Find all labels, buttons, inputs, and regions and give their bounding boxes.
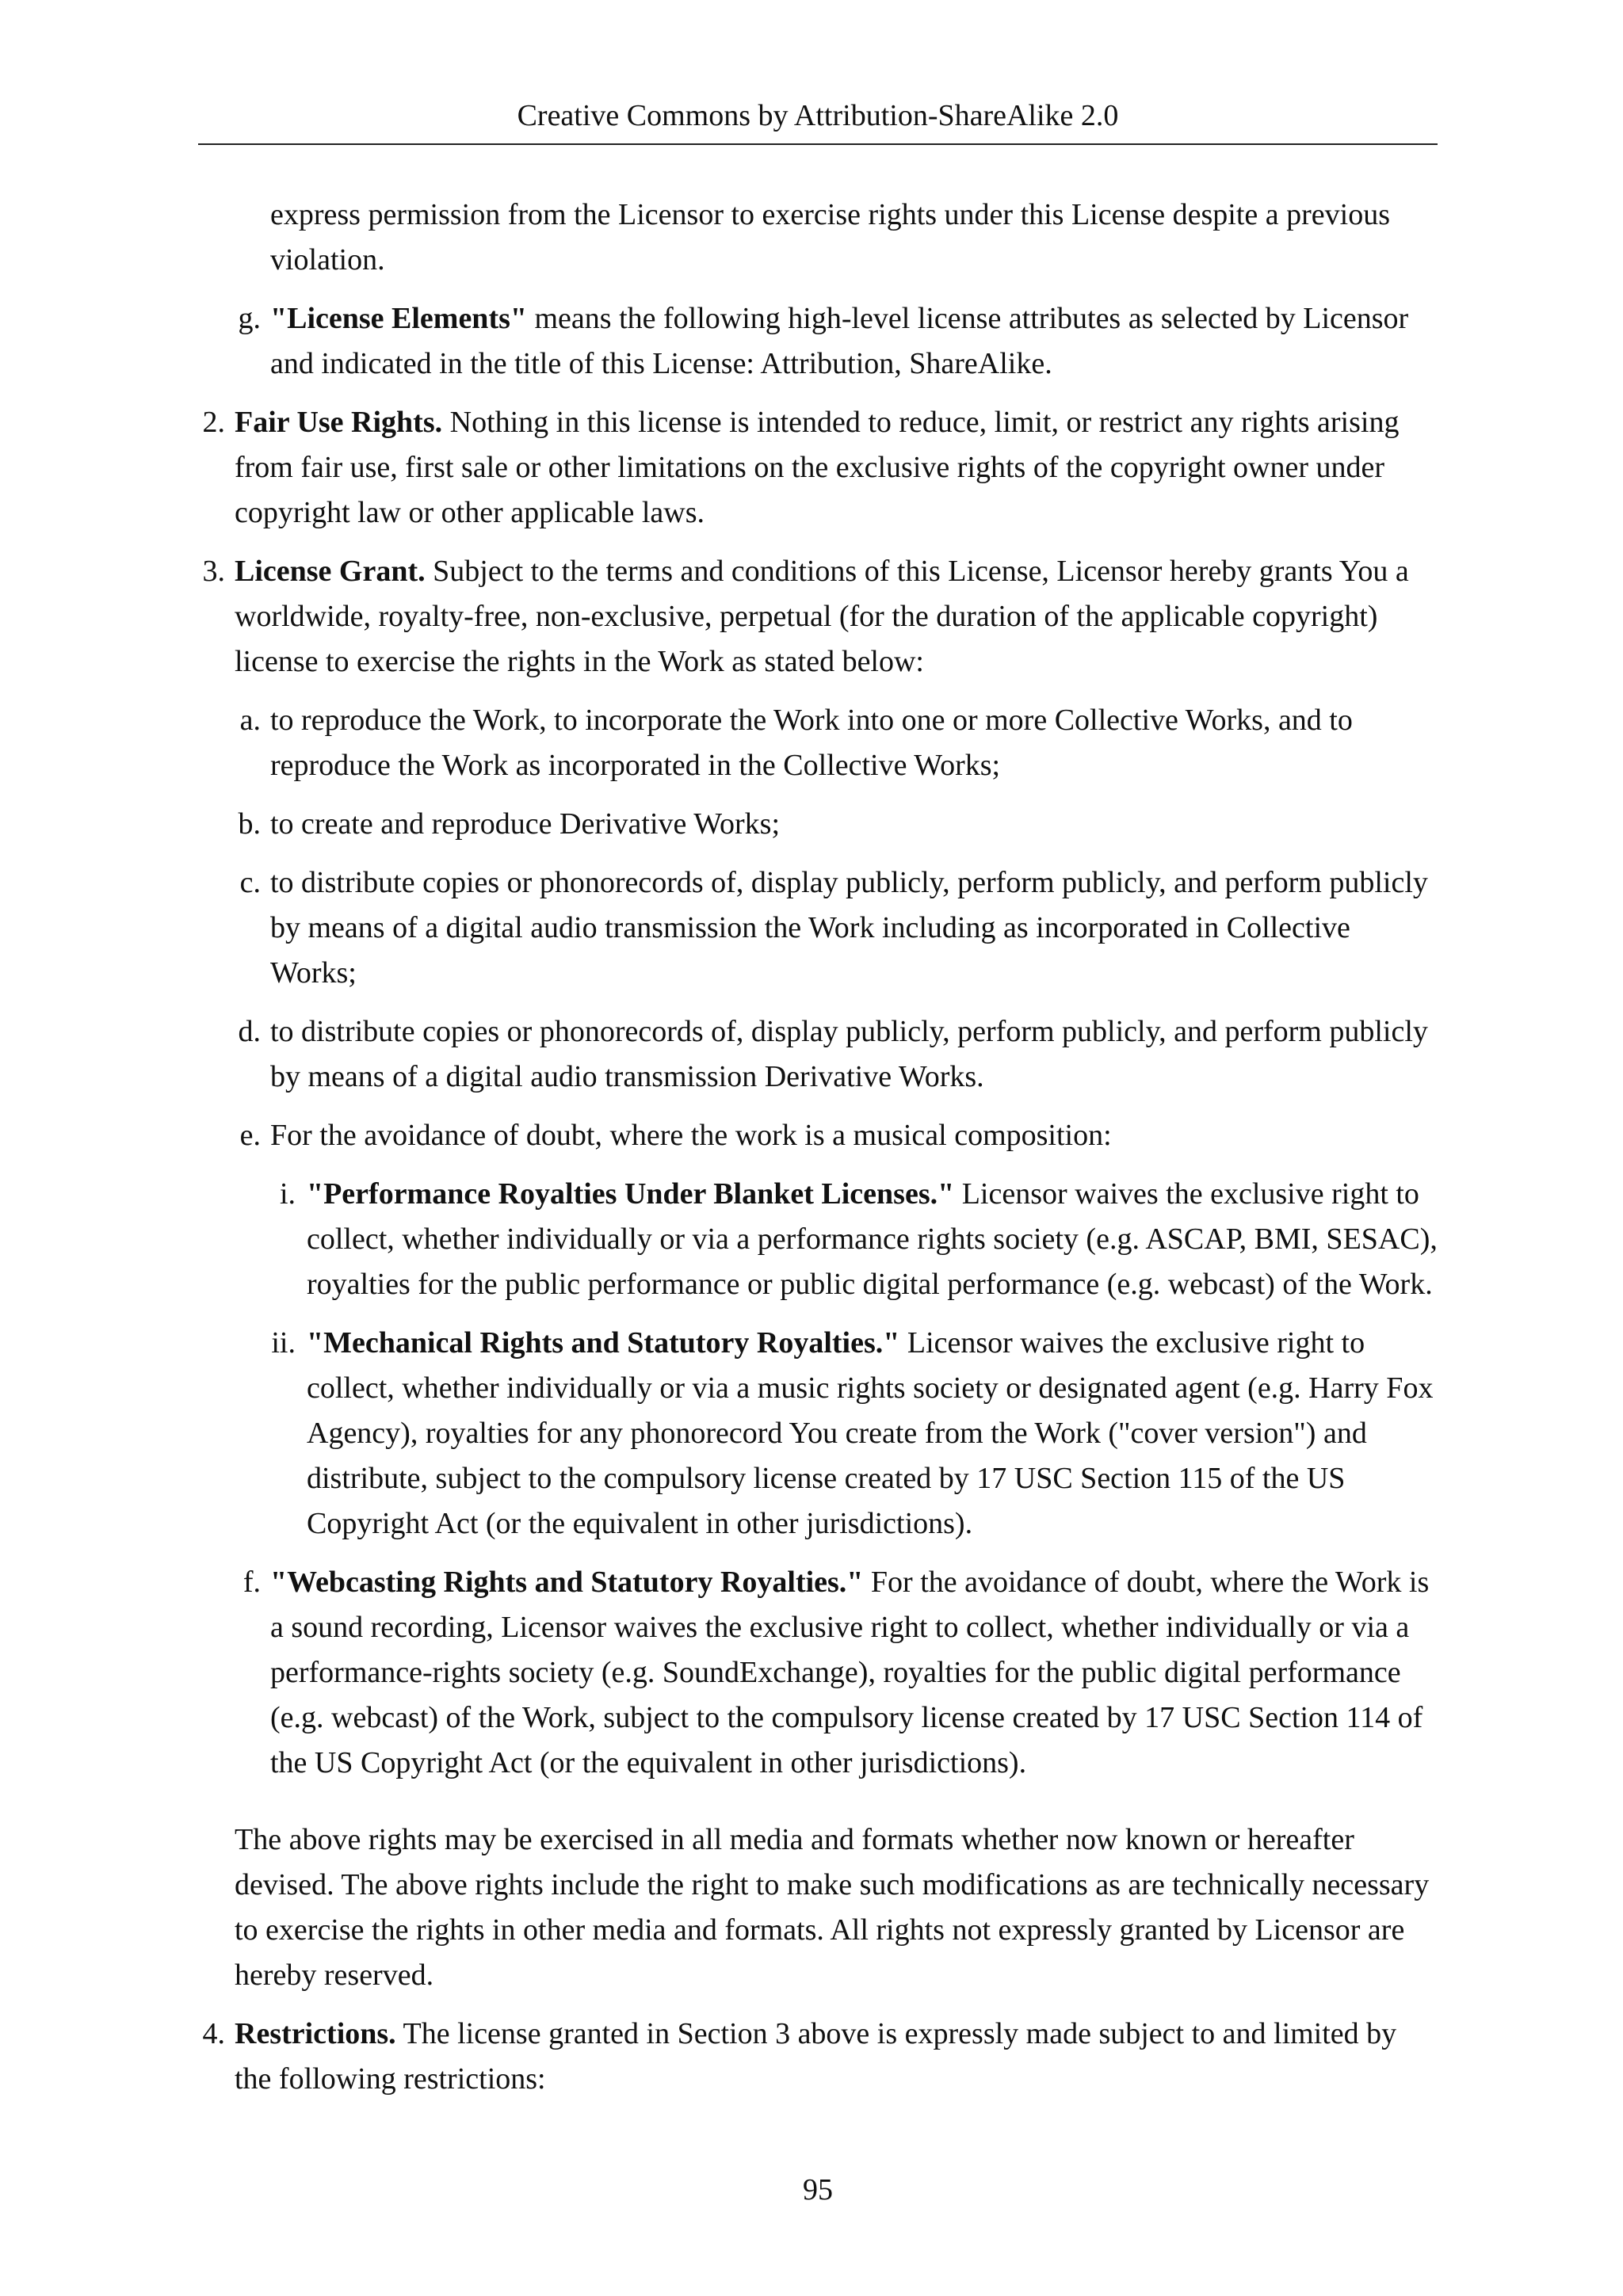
license-body bbox=[0, 193, 1623, 2115]
section-3-item-a bbox=[239, 698, 1438, 788]
section-4 bbox=[202, 2012, 1438, 2102]
list-item-text: Licensor waives the exclusive right to collect, whether individually or via a music rights society or designated agent (e.g. Harry Fox Agency), royalties for any phonorecord You create from the Work ("cover version") and distribute, subject to the compulsory license created by 17 USC Section 115 of the US Copyright Act (or the equivalent in other jurisdictions). bbox=[307, 1326, 1434, 1540]
section-heading: Restrictions. bbox=[235, 2017, 396, 2050]
section-number: 4. bbox=[202, 2017, 225, 2050]
section-3-item-b bbox=[238, 802, 1438, 847]
list-marker: a. bbox=[239, 704, 261, 737]
list-item-text: For the avoidance of doubt, where the Work is a sound recording, Licensor waives the exclusive right to collect, whether individually or via a performance-rights society (e.g. SoundExchange), royalties for the public digital performance (e.g. webcast) of the Work, subject to the compulsory license created by 17 USC Section 114 of the US Copyright Act (or the equivalent in other jurisdictions). bbox=[270, 1566, 1430, 1779]
list-item-text: For the avoidance of doubt, where the work is a musical composition: bbox=[270, 1119, 1112, 1152]
list-marker: e. bbox=[239, 1119, 261, 1152]
section-heading: Fair Use Rights. bbox=[235, 406, 443, 439]
definition-item-g bbox=[238, 296, 1438, 387]
section-3-item-e bbox=[239, 1113, 1438, 1158]
section-3-item-f bbox=[242, 1560, 1438, 1786]
defined-term: "Mechanical Rights and Statutory Royalties." bbox=[307, 1326, 900, 1360]
list-marker: c. bbox=[239, 866, 261, 899]
list-marker: d. bbox=[238, 1015, 261, 1048]
list-marker: ii. bbox=[271, 1326, 296, 1360]
list-marker: g. bbox=[238, 302, 261, 335]
paragraph-text: The above rights may be exercised in all media and formats whether now known or hereafter devised. The above rights include the right to make such modifications as are technically necessary to exercise the rights in other media and formats. All rights not expressly granted by Licensor are hereby reserved. bbox=[235, 1823, 1430, 1992]
list-item-text: to reproduce the Work, to incorporate the Work into one or more Collective Works, and to reproduce the Work as incorporated in the Collective Works; bbox=[270, 704, 1353, 782]
header-rule bbox=[198, 143, 1438, 145]
section-2 bbox=[202, 400, 1438, 536]
list-marker: b. bbox=[238, 807, 261, 841]
section-number: 2. bbox=[202, 406, 225, 439]
list-item-text: Licensor waives the exclusive right to collect, whether individually or via a performance rights society (e.g. ASCAP, BMI, SESAC), royalties for the public performance or public digital performance (e.g. webcast) of the Work. bbox=[307, 1177, 1438, 1301]
list-marker: f. bbox=[242, 1566, 261, 1599]
defined-term: "License Elements" bbox=[270, 302, 527, 335]
list-item-text: to create and reproduce Derivative Works; bbox=[270, 807, 781, 841]
section-3-item-e-ii bbox=[271, 1321, 1438, 1547]
section-3-closing-paragraph bbox=[235, 1817, 1438, 1998]
section-3 bbox=[202, 549, 1438, 685]
defined-term: "Performance Royalties Under Blanket Licenses." bbox=[307, 1177, 955, 1211]
continued-paragraph bbox=[270, 193, 1438, 283]
defined-term: "Webcasting Rights and Statutory Royalties." bbox=[270, 1566, 864, 1599]
section-heading: License Grant. bbox=[235, 555, 426, 588]
section-number: 3. bbox=[202, 555, 225, 588]
definition-text: means the following high-level license attributes as selected by Licensor and indicated in the title of this License: Attribution, ShareAlike. bbox=[270, 302, 1409, 380]
list-marker: i. bbox=[279, 1177, 296, 1211]
section-3-item-c bbox=[239, 860, 1438, 996]
list-item-text: to distribute copies or phonorecords of, display publicly, perform publicly, and perform publicly by means of a digital audio transmission the Work including as incorporated in Collective Works; bbox=[270, 866, 1428, 990]
continued-text: express permission from the Licensor to exercise rights under this License despite a previous violation. bbox=[270, 198, 1390, 277]
list-item-text: to distribute copies or phonorecords of, display publicly, perform publicly, and perform publicly by means of a digital audio transmission Derivative Works. bbox=[270, 1015, 1428, 1093]
section-3-item-d bbox=[238, 1009, 1438, 1100]
section-text: Nothing in this license is intended to reduce, limit, or restrict any rights arising from fair use, first sale or other limitations on the exclusive rights of the copyright owner under copyright law or other applicable laws. bbox=[235, 406, 1400, 529]
section-3-item-e-i bbox=[279, 1172, 1438, 1307]
running-header: Creative Commons by Attribution-ShareAlike 2.0 bbox=[517, 99, 1119, 132]
section-text: The license granted in Section 3 above is expressly made subject to and limited by the following restrictions: bbox=[235, 2017, 1397, 2096]
section-text: Subject to the terms and conditions of this License, Licensor hereby grants You a worldwide, royalty-free, non-exclusive, perpetual (for the duration of the applicable copyright) license to exercise the rights in the Work as stated below: bbox=[235, 555, 1409, 678]
page-number: 95 bbox=[803, 2173, 833, 2206]
